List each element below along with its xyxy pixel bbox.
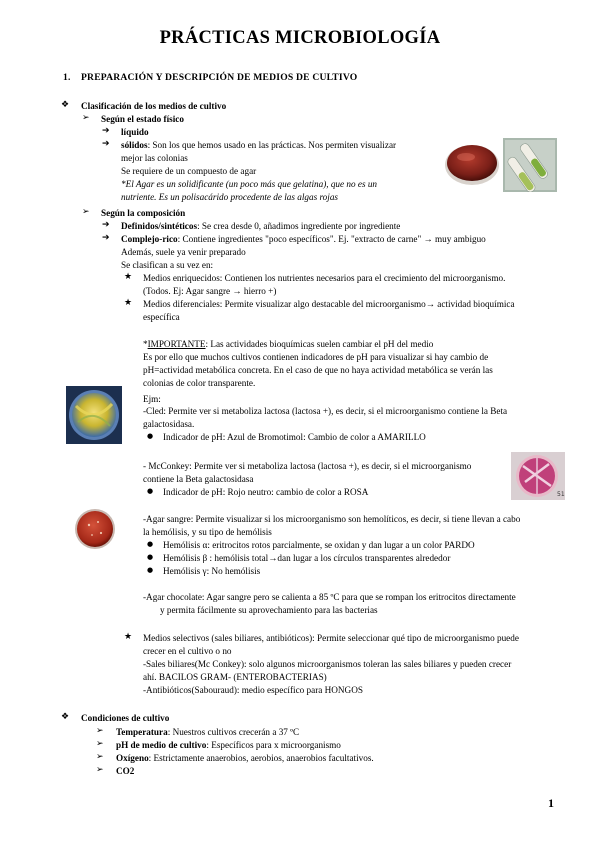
blood-agar-image [74,508,116,550]
page-title: PRÁCTICAS MICROBIOLOGÍA [159,28,441,48]
mcconkey-plate-image [511,452,565,500]
ph-item [116,739,341,751]
diamond-bullet-icon: ❖ [61,712,70,722]
complex-text: : Contiene ingredientes "poco específicos". Ej. "extracto de carne" → muy ambiguo [177,234,486,244]
blood-agar-text-1: -Agar sangre: Permite visualizar si los microorganismo son hemolíticos, es decir, si tiene llevan a cabo [143,514,521,524]
dot-bullet-icon: ● [147,487,154,495]
selective-media-2: crecer en el cultivo o no [143,646,232,656]
differential-media-1: Medios diferenciales: Permite visualizar algo destacable del microorganismo→ actividad bioquímica [143,299,515,309]
defined-label: Definidos/sintéticos [121,221,198,231]
star-bullet-icon: ★ [124,632,133,642]
bile-salts-text-2: ahí. BACILOS GRAM- (ENTEROBACTERIAS) [143,672,327,682]
hemolysis-alpha: Hemólisis α: eritrocitos rotos parcialmente, se oxidan y dan lugar a un color PARDO [163,540,475,550]
solid-text-cont: mejor las colonias [121,153,188,163]
classify-intro: Se clasifican a su vez en: [121,260,214,270]
dot-bullet-icon: ● [147,432,154,440]
mcconkey-image-label: 51 [557,491,565,498]
solid-label: sólidos [121,140,148,150]
important-note [143,338,433,350]
chocolate-agar-text-2: y permita fácilmente su aprovechamiento para las bacterias [160,605,378,615]
chocolate-agar-text-1: -Agar chocolate: Agar sangre pero se calienta a 85 ºC para que se rompan los eritrocitos directamente [143,592,516,602]
ph-text-1: Es por ello que muchos cultivos contienen indicadores de pH para visualizar si hay cambio de [143,352,489,362]
hemolysis-beta: Hemólisis β : hemólisis total→dan lugar a los círculos transparentes alrededor [163,553,451,563]
complex-note: Además, suele ya venir preparado [121,247,246,257]
solid-item [121,139,396,151]
differential-media-2: específica [143,312,180,322]
section-number: 1. [63,72,71,83]
oxygen-item [116,752,374,764]
arrowhead-bullet-icon: ➢ [96,752,104,762]
physical-state-heading: Según el estado físico [101,114,184,124]
agar-line: Se requiere de un compuesto de agar [121,166,257,176]
dot-bullet-icon: ● [147,553,154,561]
selective-media-1: Medios selectivos (sales biliares, antibióticos): Permite seleccionar qué tipo de microorganismo puede [143,633,519,643]
diamond-bullet-icon: ❖ [61,100,70,110]
example-label: Ejm: [143,394,161,404]
temperature-text: : Nuestros cultivos crecerán a 37 ºC [167,727,300,737]
enriched-media-1: Medios enriquecidos: Contienen los nutrientes necesarios para el crecimiento del microorganismo. [143,273,506,283]
oxygen-text: : Estrictamente anaerobios, aerobios, anaerobios facultativos. [148,753,374,763]
antibiotics-text: -Antibióticos(Sabouraud): medio específico para HONGOS [143,685,363,695]
page-number: 1 [548,796,554,810]
dot-bullet-icon: ● [147,566,154,574]
mcconkey-indicator: Indicador de pH: Rojo neutro: cambio de color a ROSA [163,487,369,497]
important-label: IMPORTANTE [147,339,206,349]
arrow-bullet-icon: ➔ [102,233,110,243]
dot-bullet-icon: ● [147,540,154,548]
arrowhead-bullet-icon: ➢ [82,113,90,123]
arrow-bullet-icon: ➔ [102,220,110,230]
complex-label: Complejo-rico [121,234,178,244]
important-text: : Las actividades bioquímicas suelen cambiar el pH del medio [205,339,434,349]
arrow-bullet-icon: ➔ [102,139,110,149]
composition-heading: Según la composición [101,208,186,218]
arrowhead-bullet-icon: ➢ [96,765,104,775]
important-star: * [143,339,148,349]
cled-indicator: Indicador de pH: Azul de Bromotimol: Cambio de color a AMARILLO [163,432,426,442]
star-bullet-icon: ★ [124,298,133,308]
hemolysis-gamma: Hemólisis γ: No hemólisis [163,566,261,576]
arrow-bullet-icon: ➔ [102,126,110,136]
arrowhead-bullet-icon: ➢ [96,726,104,736]
complex-item [121,233,486,245]
arrowhead-bullet-icon: ➢ [82,207,90,217]
cled-plate-image [66,386,122,444]
solid-text: : Son los que hemos usado en las prácticas. Nos permiten visualizar [147,140,397,150]
ph-label: pH de medio de cultivo [116,740,207,750]
mcconkey-text-2: contiene la Beta galactosidasa [143,474,254,484]
defined-item [121,220,400,232]
arrowhead-bullet-icon: ➢ [96,739,104,749]
ph-text: : Específicos para x microorganismo [206,740,341,750]
star-bullet-icon: ★ [124,272,133,282]
bile-salts-text-1: -Sales biliares(Mc Conkey): solo algunos microorganismos toleran las sales biliares y pueden crecer [143,659,512,669]
agar-tubes-image [503,138,557,192]
agar-note-2: nutriente. Es un polisacárido procedente de las algas rojas [121,192,338,202]
temperature-label: Temperatura [116,727,168,737]
defined-text: : Se crea desde 0, añadimos ingrediente por ingrediente [197,221,401,231]
agar-note-1: *El Agar es un solidificante (un poco más que gelatina), que no es un [121,179,378,189]
enriched-media-2: (Todos. Ej: Agar sangre → hierro +) [143,286,277,296]
ph-text-2: pH=actividad metabólica concreta. En el caso de que no haya actividad metabólica se verán las [143,365,493,375]
cled-text-1: -Cled: Permite ver si metaboliza lactosa (lactosa +), es decir, si el microorganismo contiene la Beta [143,406,508,416]
temperature-item [116,726,299,738]
cled-text-2: galactosidasa. [143,419,195,429]
classification-heading: Clasificación de los medios de cultivo [81,101,227,111]
conditions-heading: Condiciones de cultivo [81,713,170,723]
liquid-item: líquido [121,127,149,137]
ph-text-3: colonias de color transparente. [143,378,256,388]
agar-plate-image [444,138,500,188]
section-heading: PREPARACIÓN Y DESCRIPCIÓN DE MEDIOS DE CULTIVO [81,72,358,83]
oxygen-label: Oxígeno [116,753,149,763]
blood-agar-text-2: la hemólisis, y su tipo de hemólisis [143,527,272,537]
co2-item: CO2 [116,766,135,776]
mcconkey-text-1: - McConkey: Permite ver si metaboliza lactosa (lactosa +), es decir, si el microorganismo [143,461,472,471]
